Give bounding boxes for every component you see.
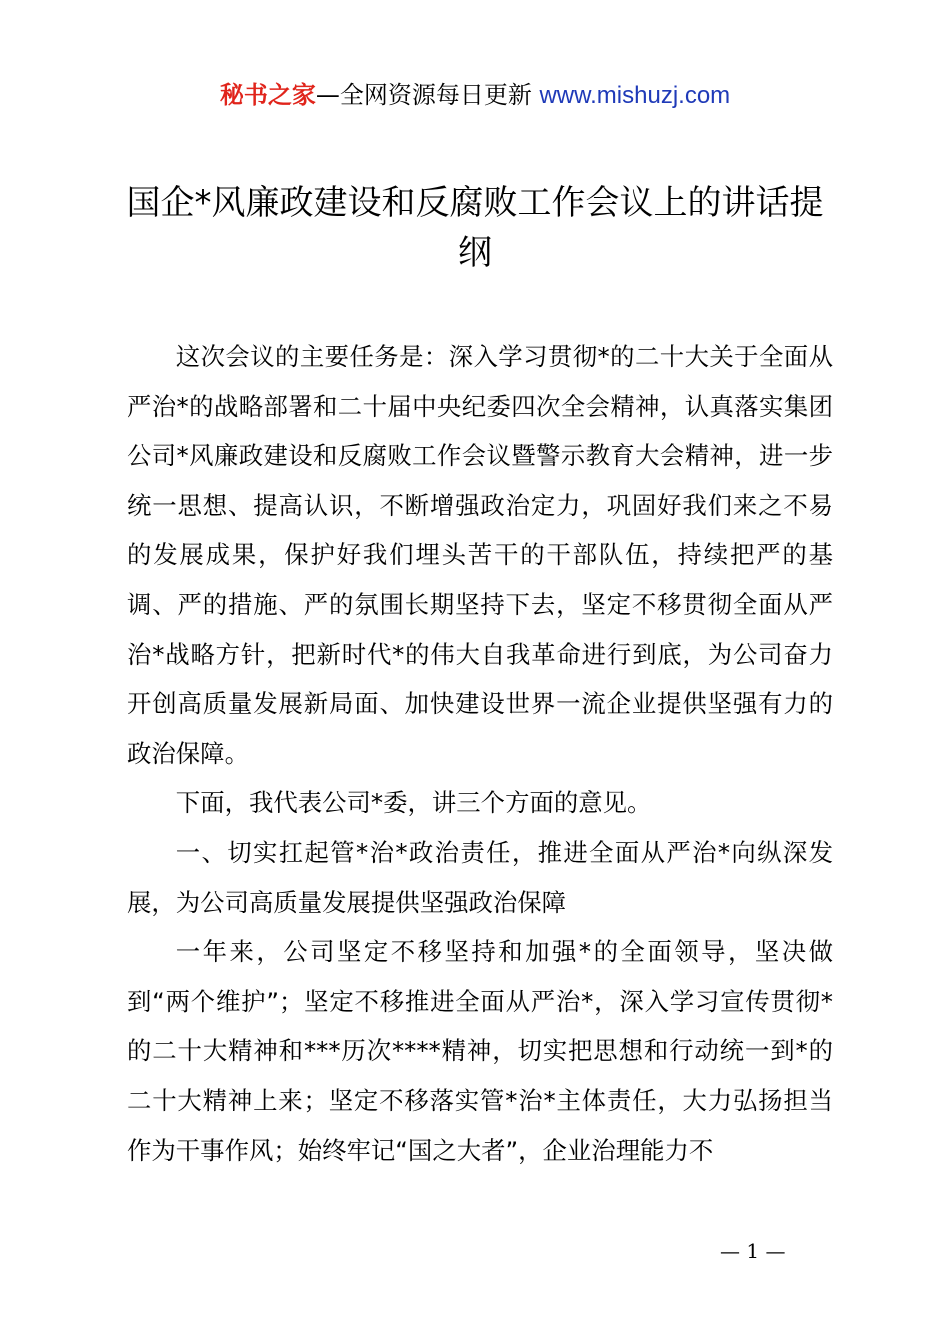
paragraph-review: 一年来，公司坚定不移坚持和加强*的全面领导，坚决做到“两个维护”；坚定不移推进全面从严治*，深入学习宣传贯彻*的二十大精神和***历次****精神，切实把思想和行动统一到*的二十大精神上来；坚定不移落实管*治*主体责任，大力弘扬担当作为干事作风；始终牢记“国之大者”，企业治理能力不 (127, 937, 833, 1165)
site-tagline: —全网资源每日更新 (315, 81, 540, 109)
paragraph-intro: 这次会议的主要任务是：深入学习贯彻*的二十大关于全面从严治*的战略部署和二十届中央纪委四次全会精神，认真落实集团公司*风廉政建设和反腐败工作会议暨警示教育大会精神，进一步统一思想、提高认识，不断增强政治定力，巩固好我们来之不易的发展成果，保护好我们埋头苦干的干部队伍，持续把严的基调、严的措施、严的氛围长期坚持下去，坚定不移贯彻全面从严治*战略方针，把新时代*的伟大自我革命进行到底，为公司奋力开创高质量发展新局面、加快建设世界一流企业提供坚强有力的政治保障。 (127, 342, 833, 768)
section-heading-1: 一、切实扛起管*治*政治责任，推进全面从严治*向纵深发展，为公司高质量发展提供坚强政治保障 (127, 837, 833, 917)
document-title: 国企*风廉政建设和反腐败工作会议上的讲话提纲 (126, 183, 824, 273)
site-header (0, 78, 950, 113)
site-brand: 秘书之家 (219, 81, 316, 109)
site-url-link[interactable]: www.mishuzj.com (539, 82, 731, 109)
paragraph-outline: 下面，我代表公司*委，讲三个方面的意见。 (175, 788, 652, 818)
page-number: — 1 — (720, 1239, 786, 1263)
document-body (127, 332, 833, 1175)
